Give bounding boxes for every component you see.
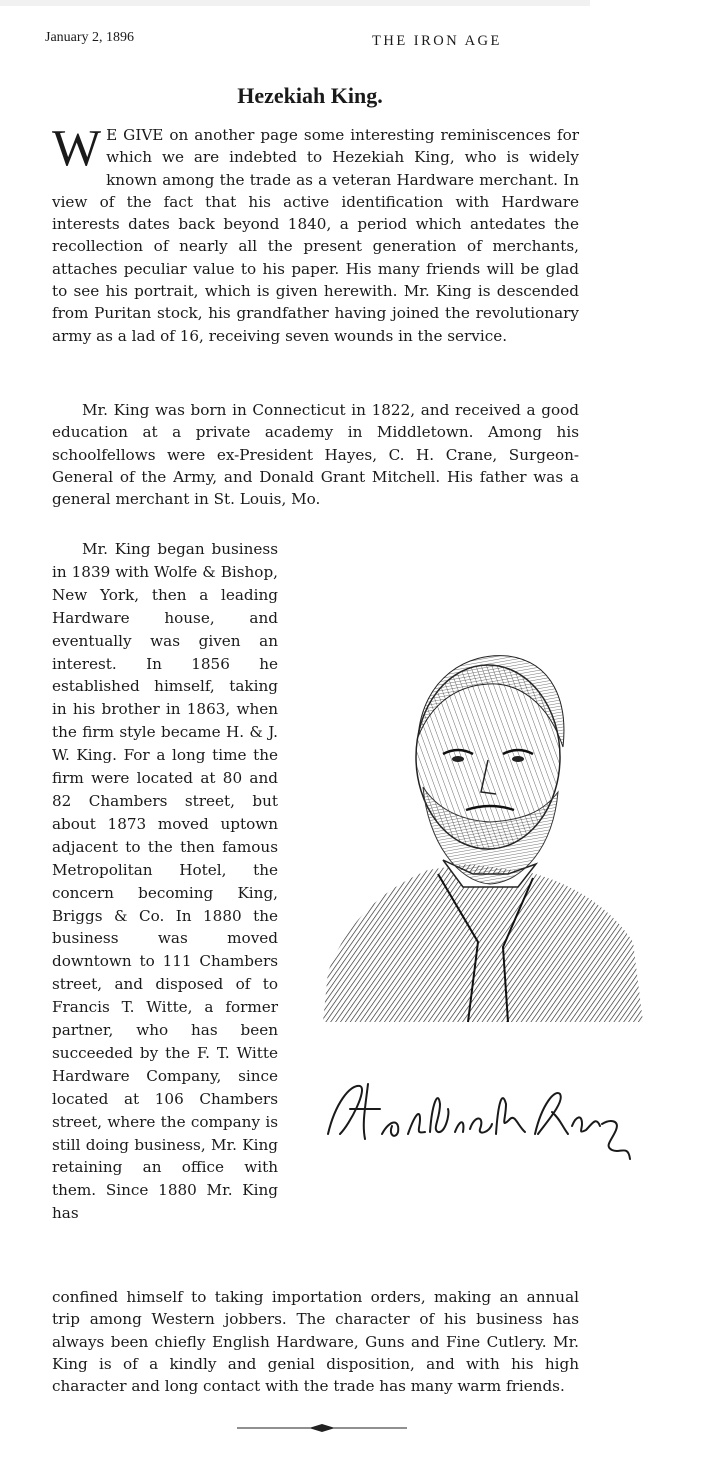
paragraph-birth: Mr. King was born in Connecticut in 1822, and received a good education at a private academy in Middletown. Among his schoolfellows were ex-President Hayes, C. H. Crane, Surgeon-General of the Army, and Donald Grant Mitchell. His father was a general merchant in St. Louis, Mo. bbox=[52, 401, 579, 509]
ornamental-rule-icon bbox=[237, 1421, 407, 1435]
paragraph-business-column bbox=[52, 538, 278, 1225]
paragraph-intro bbox=[52, 120, 579, 347]
signature-icon bbox=[320, 1064, 650, 1172]
publication-name: THE IRON AGE bbox=[372, 33, 502, 49]
portrait-illustration bbox=[318, 642, 651, 1042]
paragraph-business: Mr. King began business in 1839 with Wolfe & Bishop, New York, then a leading Hardware house, and eventually was given an interest. In 1856 he established himself, taking in his brother in 1863, when the firm style became H. & J. W. King. For a long time the firm were located at 80 and 82 Chambers street, but about 1873 moved uptown adjacent to the then famous Metropolitan Hotel, the concern becoming King, Briggs & Co. In 1880 the business was moved downtown to 111 Chambers street, and disposed of to Francis T. Witte, a former partner, who has been succeeded by the F. T. Witte Hardware Company, since located at 106 Chambers street, where the company is still doing business, Mr. King retaining an office with them. Since 1880 Mr. King has bbox=[52, 540, 278, 1223]
drop-cap: W bbox=[52, 120, 102, 177]
scan-edge bbox=[0, 0, 590, 6]
paragraph-closing: confined himself to taking importation orders, making an annual trip among Western jobbers. The character of his business has always been chiefly English Hardware, Guns and Fine Cutlery. Mr. King is of a kindly and genial disposition, and with his high character and long contact with the trade has many warm friends. bbox=[52, 1288, 579, 1396]
engraved-portrait-icon bbox=[318, 642, 651, 1042]
paragraph-intro-text: E GIVE on another page some interesting reminiscences for which we are indebted to Hezekiah King, who is widely known among the trade as a veteran Hardware merchant. In view of the fact that his active identification with Hardware interests dates back beyond 1840, a period which antedates the recollection of nearly all the present generation of merchants, attaches peculiar value to his paper. His many friends will be glad to see his portrait, which is given herewith. Mr. King is descended from Puritan stock, his grandfather having joined the revolutionary army as a lad of 16, receiving seven wounds in the service. bbox=[52, 126, 579, 345]
issue-date: January 2, 1896 bbox=[45, 30, 135, 45]
end-ornament bbox=[237, 1420, 407, 1434]
handwritten-signature bbox=[320, 1064, 650, 1172]
article-title: Hezekiah King. bbox=[237, 83, 383, 108]
